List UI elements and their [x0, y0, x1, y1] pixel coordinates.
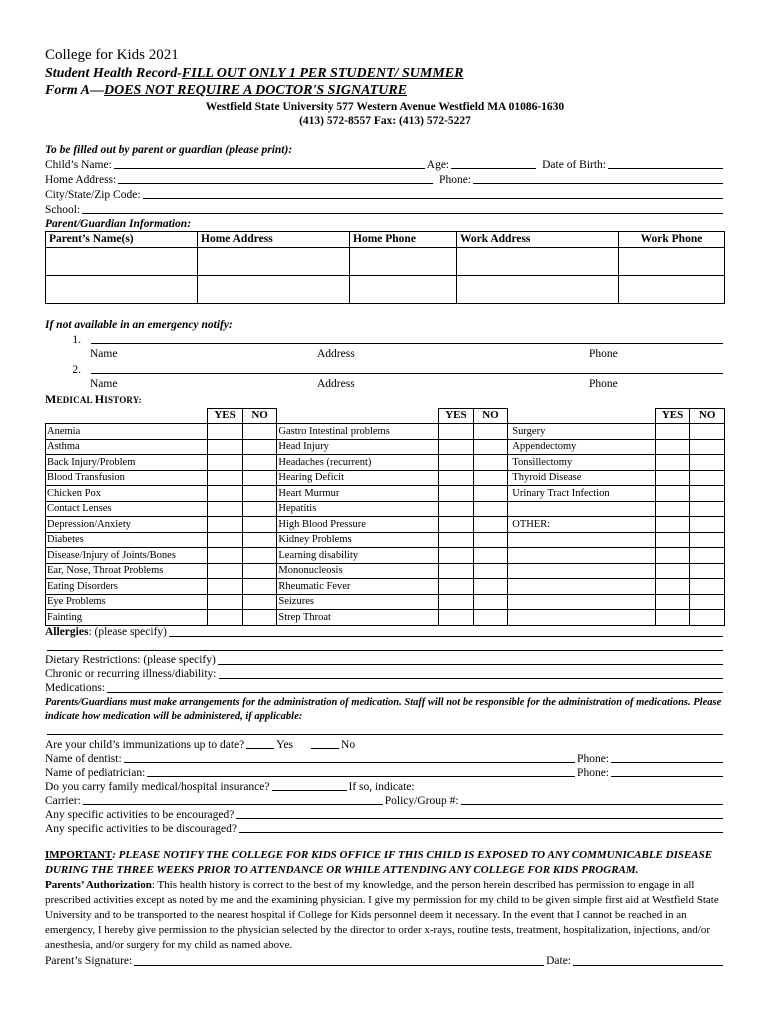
- home-address-field[interactable]: [118, 182, 433, 184]
- condition-no-cell[interactable]: [242, 610, 277, 626]
- condition-label: Back Injury/Problem: [46, 455, 208, 471]
- university-address: Westfield State University 577 Western Avenue Westfield MA 01086-1630: [205, 100, 565, 113]
- condition-label: Strep Throat: [277, 610, 439, 626]
- guardian-cell[interactable]: [350, 247, 457, 275]
- condition-yes-cell[interactable]: [208, 610, 243, 626]
- col-work-address: Work Address: [457, 232, 619, 247]
- home-address-label: Home Address:: [45, 173, 117, 186]
- emergency-field-1[interactable]: [91, 342, 723, 344]
- condition-label: Asthma: [46, 439, 208, 455]
- condition-label: Head Injury: [277, 439, 439, 455]
- medical-row: [46, 486, 725, 502]
- important-label: IMPORTANT: [45, 849, 113, 862]
- condition-label: Chicken Pox: [46, 486, 208, 502]
- insurance-row: [45, 780, 725, 794]
- child-name-field[interactable]: [114, 167, 425, 169]
- condition-label: [508, 548, 655, 564]
- policy-field[interactable]: [461, 803, 723, 805]
- condition-no-cell[interactable]: [473, 486, 508, 502]
- medical-row: [46, 424, 725, 440]
- condition-no-cell[interactable]: [242, 563, 277, 579]
- guardian-cell[interactable]: [198, 275, 350, 303]
- condition-yes-cell[interactable]: [655, 579, 690, 595]
- condition-yes-cell[interactable]: [655, 594, 690, 610]
- condition-label: Eye Problems: [46, 594, 208, 610]
- condition-yes-cell[interactable]: [439, 470, 474, 486]
- condition-yes-cell[interactable]: [655, 424, 690, 440]
- important-text: : PLEASE NOTIFY THE COLLEGE FOR KIDS OFFICE IF THIS CHILD IS EXPOSED TO ANY COMMUNICABLE DISEASE DURING THE THREE WEEKS PRIOR TO ATTENDANCE OR WHILE ATTENDING ANY COLLEGE FOR KIDS PROGRAM.: [45, 849, 713, 876]
- emergency-address-label: Address: [317, 348, 355, 360]
- condition-no-cell[interactable]: [473, 532, 508, 548]
- medical-row: [46, 563, 725, 579]
- condition-label: Diabetes: [46, 532, 208, 548]
- emergency-number: 2.: [72, 363, 81, 376]
- condition-no-cell[interactable]: [473, 455, 508, 471]
- condition-label: [508, 532, 655, 548]
- condition-label: Surgery: [508, 424, 655, 440]
- condition-no-cell[interactable]: [473, 548, 508, 564]
- phone-label: Phone:: [439, 173, 471, 186]
- condition-label: Gastro Intestinal problems: [277, 424, 439, 440]
- city-field[interactable]: [143, 197, 723, 199]
- condition-no-cell[interactable]: [242, 594, 277, 610]
- condition-yes-cell[interactable]: [439, 548, 474, 564]
- dietary-row: [45, 654, 725, 668]
- condition-no-cell[interactable]: [473, 610, 508, 626]
- condition-yes-cell[interactable]: [655, 486, 690, 502]
- medical-row: [46, 610, 725, 626]
- condition-label: [508, 563, 655, 579]
- condition-no-cell[interactable]: [242, 424, 277, 440]
- condition-label: High Blood Pressure: [277, 517, 439, 533]
- pediatrician-row: [45, 766, 725, 780]
- condition-label: Hearing Deficit: [277, 470, 439, 486]
- emergency-labels-2: [45, 377, 725, 392]
- condition-yes-cell[interactable]: [208, 424, 243, 440]
- guardian-cell[interactable]: [457, 247, 619, 275]
- guardian-row: [46, 247, 725, 275]
- medications-label: Medications:: [45, 682, 106, 695]
- condition-no-cell[interactable]: [690, 548, 725, 564]
- policy-label: Policy/Group #:: [384, 794, 459, 807]
- guardian-cell[interactable]: [198, 247, 350, 275]
- condition-yes-cell[interactable]: [439, 563, 474, 579]
- encouraged-field[interactable]: [236, 817, 723, 819]
- insurance-field[interactable]: [272, 789, 347, 791]
- yes-header: YES: [655, 408, 690, 424]
- mh-letter-h: H: [94, 392, 105, 406]
- condition-no-cell[interactable]: [242, 579, 277, 595]
- guardian-cell[interactable]: [457, 275, 619, 303]
- condition-label: Appendectomy: [508, 439, 655, 455]
- emergency-row-1: [45, 332, 725, 347]
- authorization-paragraph: [45, 878, 725, 954]
- yes-header: YES: [208, 408, 243, 424]
- condition-label: Kidney Problems: [277, 532, 439, 548]
- signature-field[interactable]: [134, 964, 544, 966]
- mh-end: ISTORY:: [104, 395, 142, 405]
- immunization-yes-field[interactable]: [246, 747, 274, 749]
- condition-label: Mononucleosis: [277, 563, 439, 579]
- medical-history-title: [45, 392, 725, 408]
- condition-no-cell[interactable]: [242, 455, 277, 471]
- condition-no-cell[interactable]: [690, 579, 725, 595]
- medical-row: [46, 532, 725, 548]
- condition-yes-cell[interactable]: [655, 517, 690, 533]
- emergency-phone-label: Phone: [589, 378, 618, 390]
- condition-no-cell[interactable]: [690, 517, 725, 533]
- condition-yes-cell[interactable]: [208, 579, 243, 595]
- condition-yes-cell[interactable]: [655, 501, 690, 517]
- signature-row: [45, 954, 725, 969]
- condition-label: [508, 594, 655, 610]
- condition-yes-cell[interactable]: [655, 470, 690, 486]
- condition-yes-cell[interactable]: [208, 563, 243, 579]
- no-header: NO: [690, 408, 725, 424]
- dob-label: Date of Birth:: [542, 158, 606, 171]
- authorization-text: : This health history is correct to the best of my knowledge, and the person herein described has permission to engage in all prescribed activities except as noted by me and the examining physician. I give my permission for my child to be given simple first aid at Westfield State University and to be transported to the nearest hospital if College for Kids personnel deem it necessary. In the event that I cannot be reached in an emergency, I hereby give permission to the physician selected by the director to order x-rays, routine tests, treatment, hospitalization, injections, and/or anesthesia, and/or surgery for my child as named above.: [45, 878, 719, 952]
- condition-yes-cell[interactable]: [439, 439, 474, 455]
- city-label: City/State/Zip Code:: [45, 188, 141, 201]
- encouraged-label: Any specific activities to be encouraged?: [45, 808, 235, 821]
- no-header: NO: [242, 408, 277, 424]
- condition-no-cell[interactable]: [690, 424, 725, 440]
- dentist-phone-field[interactable]: [611, 761, 723, 763]
- col-work-phone: Work Phone: [619, 232, 725, 247]
- pediatrician-phone-label: Phone:: [577, 766, 609, 779]
- discouraged-row: [45, 822, 725, 836]
- dietary-field[interactable]: [218, 663, 723, 665]
- insurance-label: Do you carry family medical/hospital insurance?: [45, 780, 270, 793]
- condition-yes-cell[interactable]: [439, 594, 474, 610]
- medical-row: [46, 548, 725, 564]
- health-record-form: [45, 46, 725, 969]
- program-title: College for Kids 2021: [45, 47, 179, 63]
- allergies-row-2: [45, 640, 725, 654]
- form-title: [45, 65, 725, 83]
- condition-no-cell[interactable]: [473, 579, 508, 595]
- condition-yes-cell[interactable]: [208, 455, 243, 471]
- medication-note: Parents/Guardians must make arrangements for the administration of medication. Staff will not be responsible for the administration of medications. Please indicate how medication will be administered, if applicable:: [45, 696, 722, 722]
- discouraged-field[interactable]: [239, 831, 723, 833]
- condition-yes-cell[interactable]: [655, 548, 690, 564]
- condition-label: Headaches (recurrent): [277, 455, 439, 471]
- phone-field[interactable]: [473, 182, 723, 184]
- condition-label: Anemia: [46, 424, 208, 440]
- immunization-no-label: No: [341, 738, 356, 751]
- condition-yes-cell[interactable]: [439, 501, 474, 517]
- discouraged-label: Any specific activities to be discouraged?: [45, 822, 237, 835]
- condition-no-cell[interactable]: [473, 501, 508, 517]
- medication-method-row: [45, 724, 725, 738]
- dentist-field[interactable]: [124, 761, 575, 763]
- intro-text: To be filled out by parent or guardian (please print):: [45, 143, 293, 156]
- chronic-row: [45, 668, 725, 682]
- condition-label: Eating Disorders: [46, 579, 208, 595]
- guardian-row: [46, 275, 725, 303]
- age-label: Age:: [426, 158, 450, 171]
- condition-no-cell[interactable]: [690, 610, 725, 626]
- condition-yes-cell[interactable]: [208, 517, 243, 533]
- school-field[interactable]: [82, 212, 723, 214]
- medications-row: [45, 682, 725, 696]
- insurance-if-label: If so, indicate:: [348, 780, 415, 793]
- dentist-phone-label: Phone:: [577, 752, 609, 765]
- condition-yes-cell[interactable]: [208, 501, 243, 517]
- condition-no-cell[interactable]: [242, 486, 277, 502]
- condition-yes-cell[interactable]: [655, 455, 690, 471]
- col-parent-name: Parent’s Name(s): [46, 232, 198, 247]
- immunization-yes-label: Yes: [276, 738, 294, 751]
- emergency-address-label: Address: [317, 378, 355, 390]
- condition-yes-cell[interactable]: [439, 517, 474, 533]
- medical-row: [46, 501, 725, 517]
- pediatrician-phone-field[interactable]: [611, 775, 723, 777]
- condition-no-cell[interactable]: [242, 501, 277, 517]
- condition-label: Contact Lenses: [46, 501, 208, 517]
- condition-no-cell[interactable]: [473, 470, 508, 486]
- col-home-address: Home Address: [198, 232, 350, 247]
- school-label: School:: [45, 203, 81, 216]
- age-field[interactable]: [451, 167, 536, 169]
- condition-yes-cell[interactable]: [208, 594, 243, 610]
- medical-row: [46, 517, 725, 533]
- date-field[interactable]: [573, 964, 723, 966]
- condition-label: OTHER:: [508, 517, 655, 533]
- important-notice: [45, 848, 725, 878]
- condition-no-cell[interactable]: [242, 470, 277, 486]
- condition-no-cell[interactable]: [473, 517, 508, 533]
- guardian-cell[interactable]: [46, 247, 198, 275]
- condition-no-cell[interactable]: [473, 439, 508, 455]
- condition-no-cell[interactable]: [690, 501, 725, 517]
- carrier-label: Carrier:: [45, 794, 81, 807]
- condition-label: Learning disability: [277, 548, 439, 564]
- condition-no-cell[interactable]: [690, 439, 725, 455]
- condition-no-cell[interactable]: [690, 563, 725, 579]
- immunization-no-field[interactable]: [311, 747, 339, 749]
- signature-label: Parent’s Signature:: [45, 955, 133, 968]
- carrier-field[interactable]: [83, 803, 383, 805]
- condition-label: [508, 579, 655, 595]
- condition-yes-cell[interactable]: [439, 486, 474, 502]
- condition-yes-cell[interactable]: [655, 532, 690, 548]
- date-label: Date:: [546, 955, 571, 968]
- condition-no-cell[interactable]: [690, 455, 725, 471]
- form-title-prefix: Student Health Record-: [45, 65, 182, 81]
- emergency-number: 1.: [72, 333, 81, 346]
- child-name-label: Child’s Name:: [45, 158, 112, 171]
- condition-yes-cell[interactable]: [208, 548, 243, 564]
- condition-yes-cell[interactable]: [439, 532, 474, 548]
- allergies-field-2[interactable]: [47, 649, 723, 651]
- emergency-field-2[interactable]: [91, 372, 723, 374]
- allergies-note: : (please specify): [88, 626, 167, 639]
- medication-method-field[interactable]: [47, 733, 723, 735]
- medical-row: [46, 594, 725, 610]
- condition-no-cell[interactable]: [242, 439, 277, 455]
- carrier-row: [45, 794, 725, 808]
- allergies-field[interactable]: [169, 635, 723, 637]
- immunization-row: [45, 738, 725, 752]
- dietary-label: Dietary Restrictions: (please specify): [45, 654, 216, 667]
- city-row: [45, 187, 725, 202]
- dentist-label: Name of dentist:: [45, 752, 122, 765]
- condition-yes-cell[interactable]: [208, 486, 243, 502]
- allergies-row: [45, 626, 725, 640]
- condition-no-cell[interactable]: [690, 532, 725, 548]
- condition-label: Urinary Tract Infection: [508, 486, 655, 502]
- medications-field[interactable]: [107, 691, 723, 693]
- no-header: NO: [473, 408, 508, 424]
- dob-field[interactable]: [608, 167, 723, 169]
- condition-yes-cell[interactable]: [655, 563, 690, 579]
- condition-label: Seizures: [277, 594, 439, 610]
- chronic-field[interactable]: [219, 677, 723, 679]
- mh-rest: EDICAL: [56, 395, 95, 405]
- condition-no-cell[interactable]: [473, 594, 508, 610]
- child-info-row: [45, 157, 725, 172]
- school-row: [45, 202, 725, 217]
- condition-yes-cell[interactable]: [655, 610, 690, 626]
- condition-yes-cell[interactable]: [439, 424, 474, 440]
- emergency-labels-1: [45, 347, 725, 362]
- condition-no-cell[interactable]: [242, 517, 277, 533]
- authorization-label: Parents’ Authorization: [45, 878, 152, 891]
- condition-label: Depression/Anxiety: [46, 517, 208, 533]
- medical-row: [46, 579, 725, 595]
- emergency-name-label: Name: [90, 348, 118, 360]
- guardian-title: Parent/Guardian Information:: [45, 217, 192, 230]
- condition-label: Blood Transfusion: [46, 470, 208, 486]
- guardian-cell[interactable]: [619, 275, 725, 303]
- condition-label: Hepatitis: [277, 501, 439, 517]
- condition-label: Disease/Injury of Joints/Bones: [46, 548, 208, 564]
- condition-yes-cell[interactable]: [655, 439, 690, 455]
- condition-label: Rheumatic Fever: [277, 579, 439, 595]
- emergency-row-2: [45, 362, 725, 377]
- condition-yes-cell[interactable]: [439, 610, 474, 626]
- guardian-cell[interactable]: [46, 275, 198, 303]
- form-subtitle-underlined: DOES NOT REQUIRE A DOCTOR'S SIGNATURE: [104, 83, 408, 99]
- pediatrician-label: Name of pediatrician:: [45, 766, 146, 779]
- condition-label: Fainting: [46, 610, 208, 626]
- emergency-name-label: Name: [90, 378, 118, 390]
- mh-letter: M: [45, 392, 57, 406]
- condition-no-cell[interactable]: [690, 594, 725, 610]
- condition-no-cell[interactable]: [690, 486, 725, 502]
- condition-label: Heart Murmur: [277, 486, 439, 502]
- pediatrician-field[interactable]: [147, 775, 575, 777]
- emergency-phone-label: Phone: [589, 348, 618, 360]
- condition-no-cell[interactable]: [242, 532, 277, 548]
- medical-row: [46, 439, 725, 455]
- condition-yes-cell[interactable]: [208, 439, 243, 455]
- form-title-underlined: FILL OUT ONLY 1 PER STUDENT/ SUMMER: [181, 65, 464, 81]
- condition-label: Ear, Nose, Throat Problems: [46, 563, 208, 579]
- condition-no-cell[interactable]: [242, 548, 277, 564]
- guardian-table: [45, 231, 725, 303]
- medical-history-table: [45, 408, 725, 626]
- home-address-row: [45, 172, 725, 187]
- condition-yes-cell[interactable]: [208, 470, 243, 486]
- dentist-row: [45, 752, 725, 766]
- emergency-title: If not available in an emergency notify:: [45, 318, 233, 331]
- guardian-cell[interactable]: [350, 275, 457, 303]
- condition-no-cell[interactable]: [473, 563, 508, 579]
- medical-row: [46, 470, 725, 486]
- condition-no-cell[interactable]: [690, 470, 725, 486]
- condition-yes-cell[interactable]: [208, 532, 243, 548]
- form-subtitle: [45, 82, 725, 100]
- guardian-cell[interactable]: [619, 247, 725, 275]
- col-home-phone: Home Phone: [350, 232, 457, 247]
- immunization-label: Are your child’s immunizations up to date?: [45, 738, 245, 751]
- condition-label: Thyroid Disease: [508, 470, 655, 486]
- condition-label: Tonsillectomy: [508, 455, 655, 471]
- allergies-label: Allergies: [45, 626, 89, 639]
- medical-row: [46, 455, 725, 471]
- condition-label: [508, 501, 655, 517]
- condition-yes-cell[interactable]: [439, 579, 474, 595]
- condition-no-cell[interactable]: [473, 424, 508, 440]
- condition-label: [508, 610, 655, 626]
- form-subtitle-prefix: Form A—: [45, 83, 104, 99]
- condition-yes-cell[interactable]: [439, 455, 474, 471]
- university-phone: (413) 572-8557 Fax: (413) 572-5227: [299, 115, 471, 128]
- chronic-label: Chronic or recurring illness/diability:: [45, 668, 217, 681]
- yes-header: YES: [439, 408, 474, 424]
- encouraged-row: [45, 808, 725, 822]
